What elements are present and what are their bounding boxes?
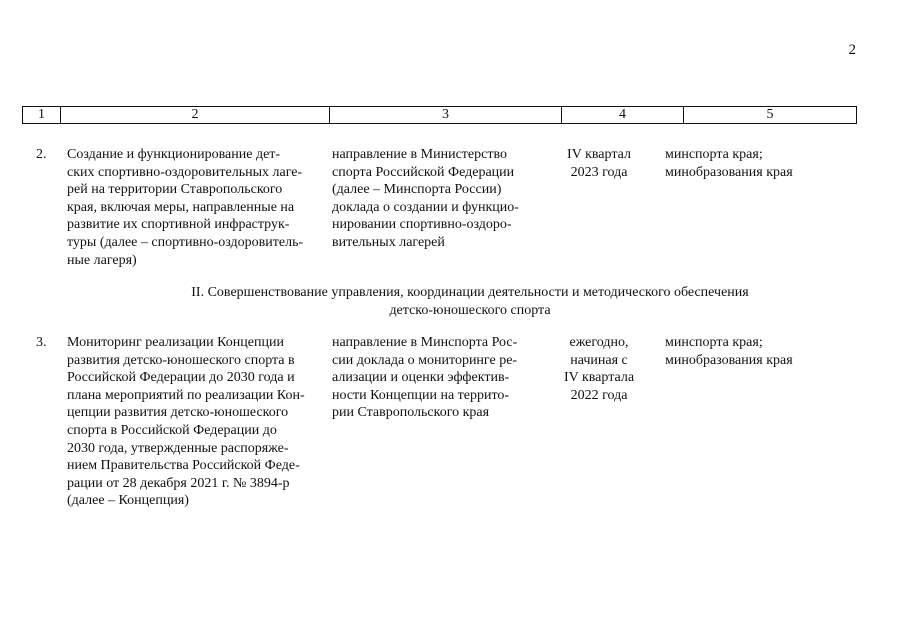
event-description: Создание и функционирование дет- ских спортивно-оздоровительных лаге- рей на территории Ставропольского края, включая меры, направленные на развитие их спортивной инфраструк- туры (далее – спортивно-оздоровитель- ные лагеря) [67,147,304,268]
event-executors: минспорта края; минобразования края [665,335,793,368]
column-header-1: 1 [23,107,61,123]
column-header-4: 4 [562,107,684,123]
column-header-2: 2 [61,107,330,123]
column-header-5: 5 [766,107,774,122]
event-description: Мониторинг реализации Концепции развития детско-юношеского спорта в Российской Федерации до 2030 года и плана мероприятий по реализации Кон- цепции развития детско-юношеского спорта в Российской Федерации до 2030 года, утвержденные распоряже- нием Правительства Российской Феде- рации от 28 декабря 2021 г. № 3894-р (далее – Концепция) [67,335,305,509]
row-number: 2. [36,147,47,162]
page-number: 2 [848,42,856,58]
section-title: II. Совершенствование управления, координации деятельности и методического обеспечения детско-юношеского спорта [191,285,749,318]
event-result: направление в Минспорта Рос- сии доклада о мониторинге ре- ализации и оценки эффектив- ности Концепции на террито- рии Ставропольского края [332,335,518,421]
column-header-3: 3 [330,107,562,123]
event-deadline: ежегодно, начиная с IV квартала 2022 года [563,335,635,403]
event-executors: минспорта края; минобразования края [665,147,793,180]
event-result: направление в Министерство спорта Российской Федерации (далее – Минспорта России) доклада о создании и функцио- нировании спортивно-оздоро- вительных лагерей [332,147,519,250]
row-number: 3. [36,335,47,350]
event-deadline: IV квартал 2023 года [567,147,631,180]
table-header-row [22,106,857,124]
